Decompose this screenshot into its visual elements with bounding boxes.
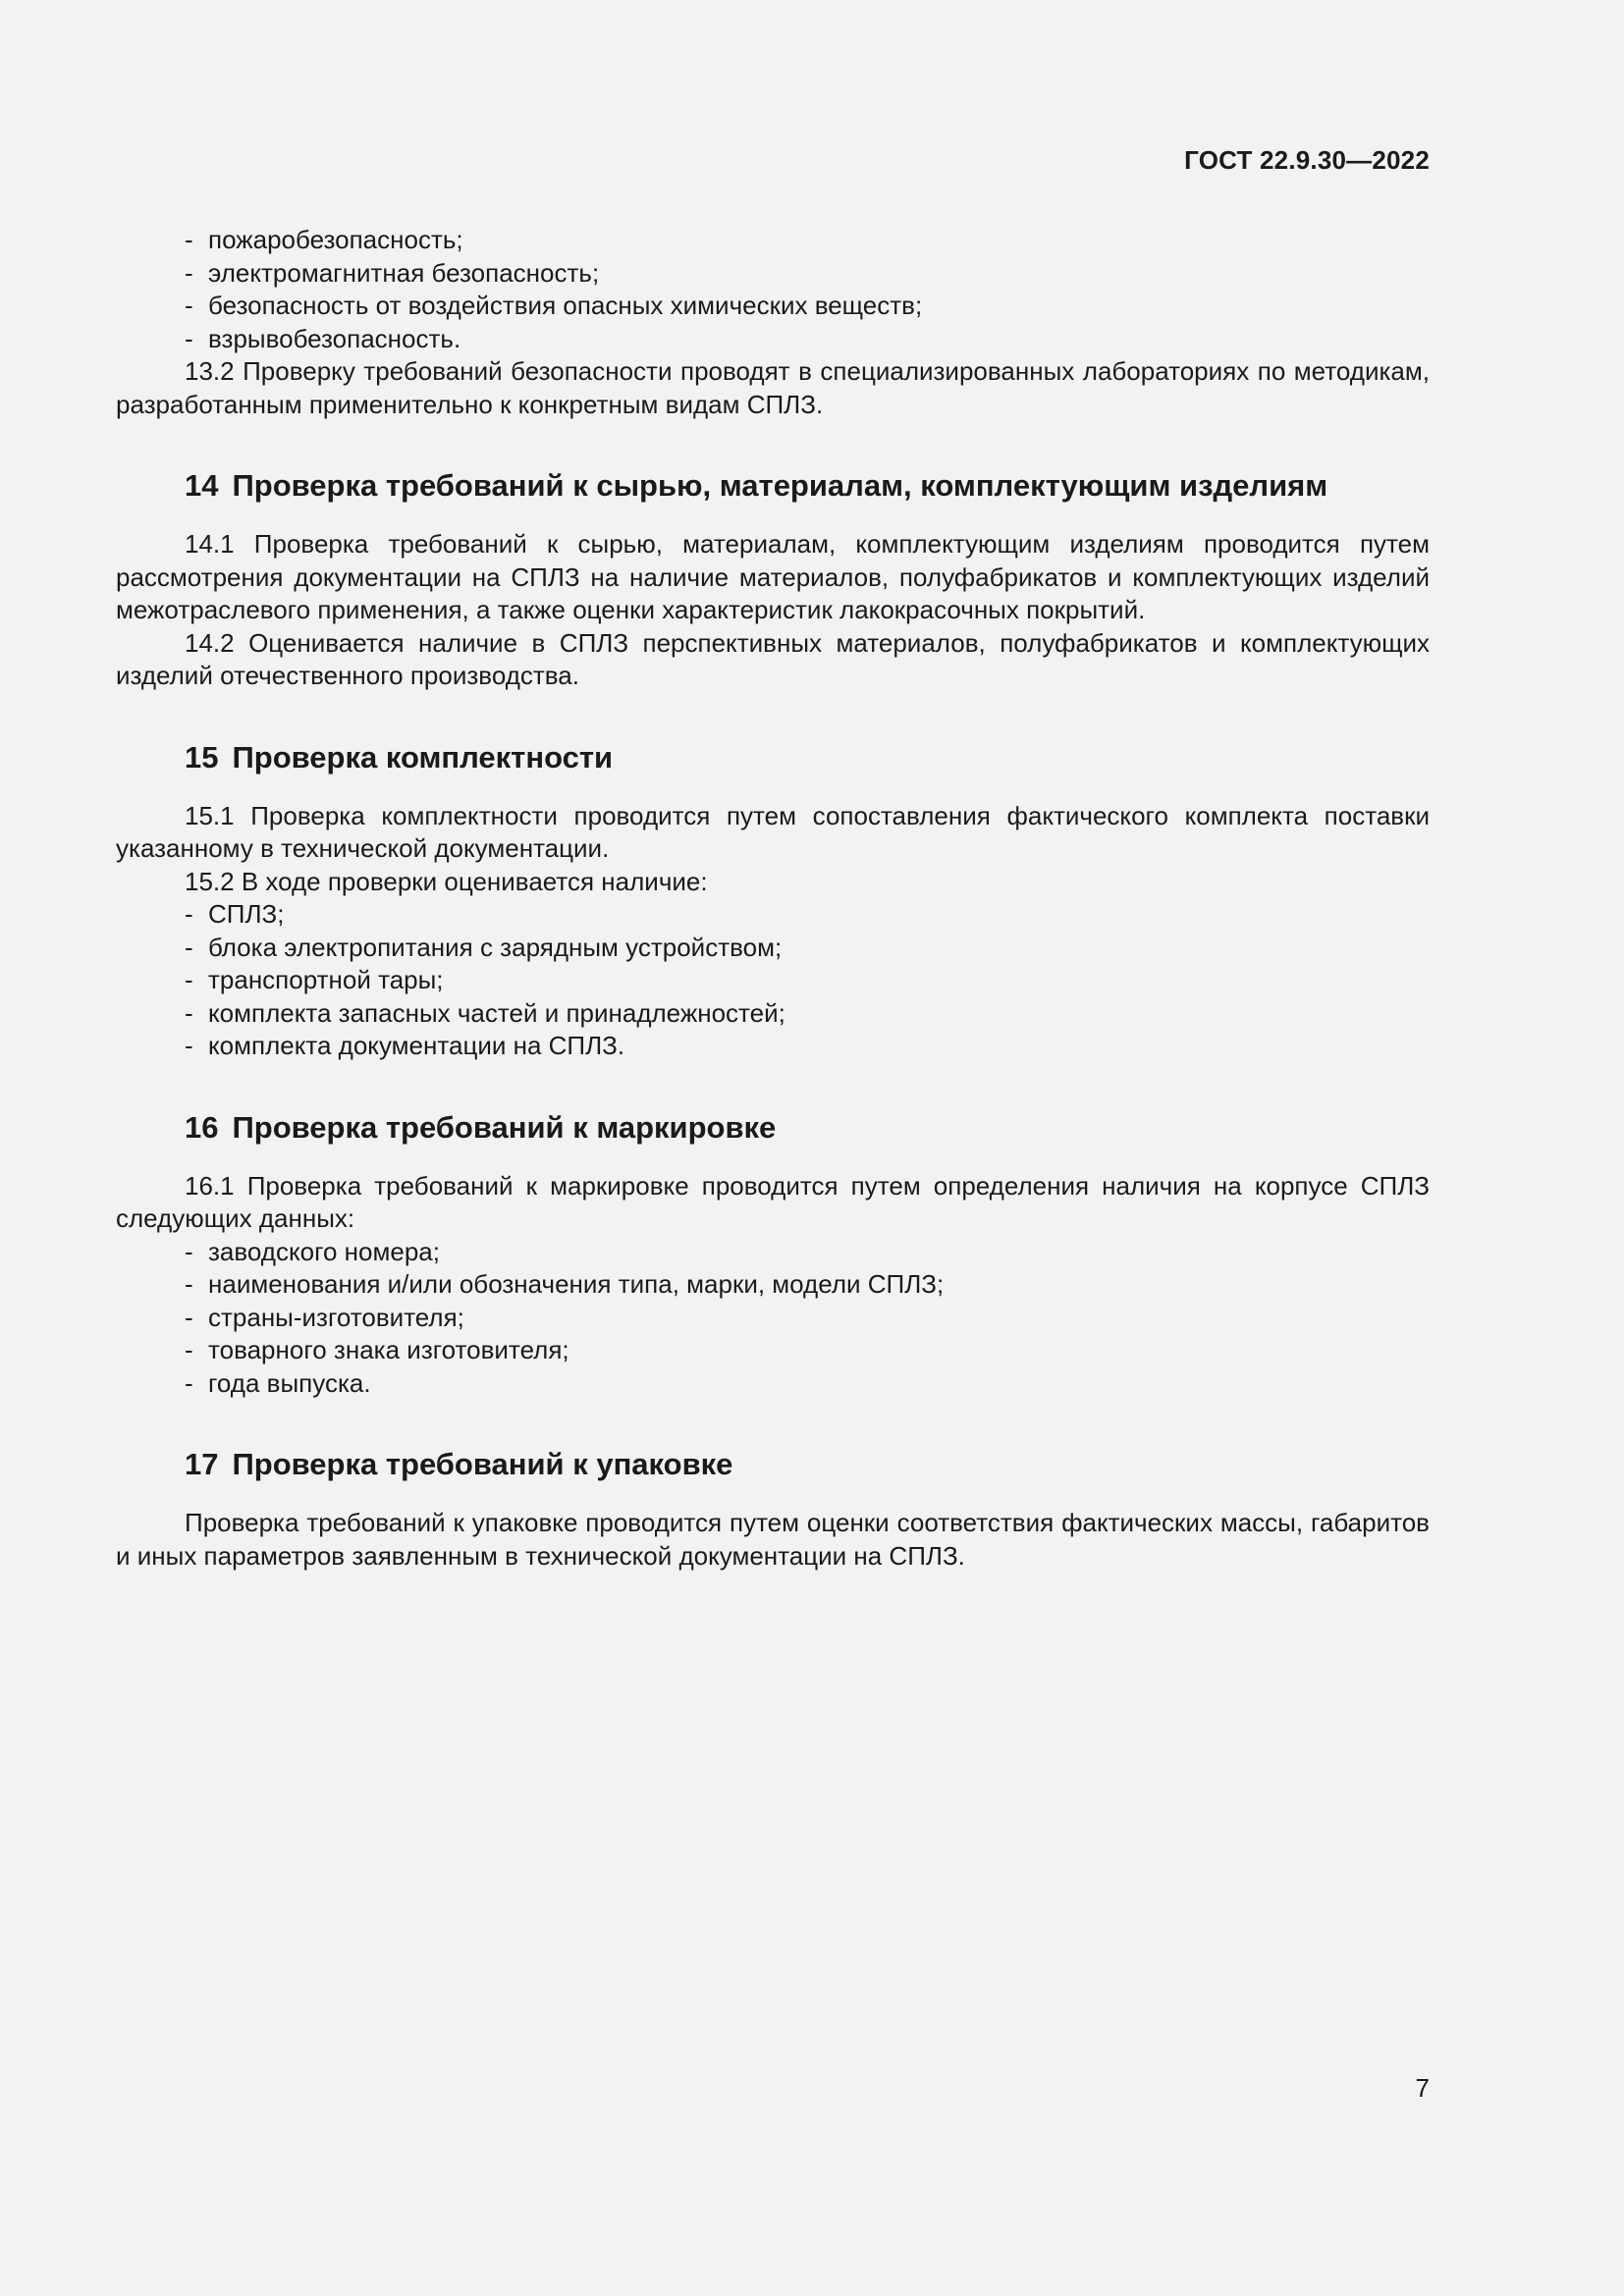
paragraph-15-2: 15.2 В ходе проверки оценивается наличие: bbox=[185, 866, 708, 896]
list-item-text: заводского номера; bbox=[208, 1236, 440, 1266]
list-dash: - bbox=[185, 997, 193, 1028]
list-item bbox=[116, 1334, 1430, 1367]
section-number: 17 bbox=[185, 1447, 219, 1481]
list-dash: - bbox=[185, 1335, 193, 1364]
list-item bbox=[116, 224, 1430, 257]
section-heading-16 bbox=[116, 1108, 1430, 1148]
list-dash: - bbox=[185, 1302, 193, 1332]
list-item bbox=[116, 1030, 1430, 1063]
section-heading-14 bbox=[116, 466, 1430, 506]
list-item bbox=[116, 1236, 1430, 1269]
list-item-text: комплекта документации на СПЛЗ. bbox=[208, 1031, 625, 1060]
list-item-text: СПЛЗ; bbox=[208, 899, 285, 929]
list-dash: - bbox=[185, 323, 193, 353]
list-item-text: блока электропитания с зарядным устройством; bbox=[208, 932, 783, 962]
list-item-text: транспортной тары; bbox=[208, 965, 444, 994]
list-item bbox=[116, 997, 1430, 1031]
list-item bbox=[116, 323, 1430, 356]
list-item bbox=[116, 1302, 1430, 1335]
list-dash: - bbox=[185, 1031, 193, 1060]
paragraph-15-1: 15.1 Проверка комплектности проводится путем сопоставления фактического комплекта поставки указанному в технической документации. bbox=[116, 800, 1430, 863]
list-item bbox=[116, 290, 1430, 323]
list-item-text: страны-изготовителя; bbox=[208, 1302, 464, 1332]
paragraph-16-1: 16.1 Проверка требований к маркировке проводится путем определения наличия на корпусе СПЛЗ следующих данных: bbox=[116, 1170, 1430, 1233]
list-dash: - bbox=[185, 899, 193, 929]
section-title: Проверка требований к упаковке bbox=[232, 1447, 733, 1481]
list-item bbox=[116, 898, 1430, 932]
page-number: 7 bbox=[1415, 2073, 1430, 2103]
paragraph-17: Проверка требований к упаковке проводится путем оценки соответствия фактических массы, габаритов и иных параметров заявленным в технической документации на СПЛЗ. bbox=[116, 1508, 1430, 1571]
section-15-list bbox=[116, 898, 1430, 1063]
list-item-text: товарного знака изготовителя; bbox=[208, 1335, 569, 1364]
document-body bbox=[116, 224, 1430, 1573]
section-title: Проверка требований к маркировке bbox=[232, 1109, 777, 1145]
list-dash: - bbox=[185, 1269, 193, 1299]
list-item-text: электромагнитная безопасность; bbox=[208, 257, 600, 288]
list-item-text: взрывобезопасность. bbox=[208, 323, 461, 353]
list-item-text: года выпуска. bbox=[208, 1367, 371, 1398]
section-number: 16 bbox=[185, 1109, 219, 1145]
list-item bbox=[116, 1268, 1430, 1302]
section-number: 15 bbox=[185, 739, 219, 774]
list-item bbox=[116, 932, 1430, 965]
list-item bbox=[116, 964, 1430, 997]
list-item bbox=[116, 1367, 1430, 1401]
list-dash: - bbox=[185, 1367, 193, 1398]
list-item-text: безопасность от воздействия опасных химических веществ; bbox=[208, 291, 923, 320]
section-13-list bbox=[116, 224, 1430, 355]
section-number: 14 bbox=[185, 468, 219, 503]
list-dash: - bbox=[185, 291, 193, 320]
section-title: Проверка комплектности bbox=[232, 739, 614, 774]
section-16-list bbox=[116, 1236, 1430, 1401]
list-item-text: комплекта запасных частей и принадлежностей; bbox=[208, 997, 785, 1028]
list-dash: - bbox=[185, 965, 193, 994]
list-item bbox=[116, 257, 1430, 291]
list-item-text: наименования и/или обозначения типа, марки, модели СПЛЗ; bbox=[208, 1269, 945, 1299]
paragraph-14-1: 14.1 Проверка требований к сырью, материалам, комплектующим изделиям проводится путем рассмотрения документации на СПЛЗ на наличие материалов, полуфабрикатов и комплектующих изделий межотраслевого применения, а также оценки характеристик лакокрасочных покрытий. bbox=[116, 529, 1430, 624]
list-dash: - bbox=[185, 1236, 193, 1266]
section-heading-15 bbox=[116, 738, 1430, 777]
list-dash: - bbox=[185, 932, 193, 962]
list-item-text: пожаробезопасность; bbox=[208, 225, 463, 254]
list-dash: - bbox=[185, 257, 193, 288]
document-code: ГОСТ 22.9.30—2022 bbox=[1184, 145, 1430, 175]
paragraph-14-2: 14.2 Оценивается наличие в СПЛЗ перспективных материалов, полуфабрикатов и комплектующих изделий отечественного производства. bbox=[116, 627, 1430, 690]
document-page bbox=[116, 0, 1430, 2296]
list-dash: - bbox=[185, 225, 193, 254]
section-heading-17 bbox=[116, 1445, 1430, 1484]
section-title: Проверка требований к сырью, материалам, комплектующим изделиям bbox=[232, 468, 1328, 503]
paragraph-13-2: 13.2 Проверку требований безопасности проводят в специализированных лабораториях по методикам, разработанным применительно к конкретным видам СПЛЗ. bbox=[116, 356, 1430, 419]
